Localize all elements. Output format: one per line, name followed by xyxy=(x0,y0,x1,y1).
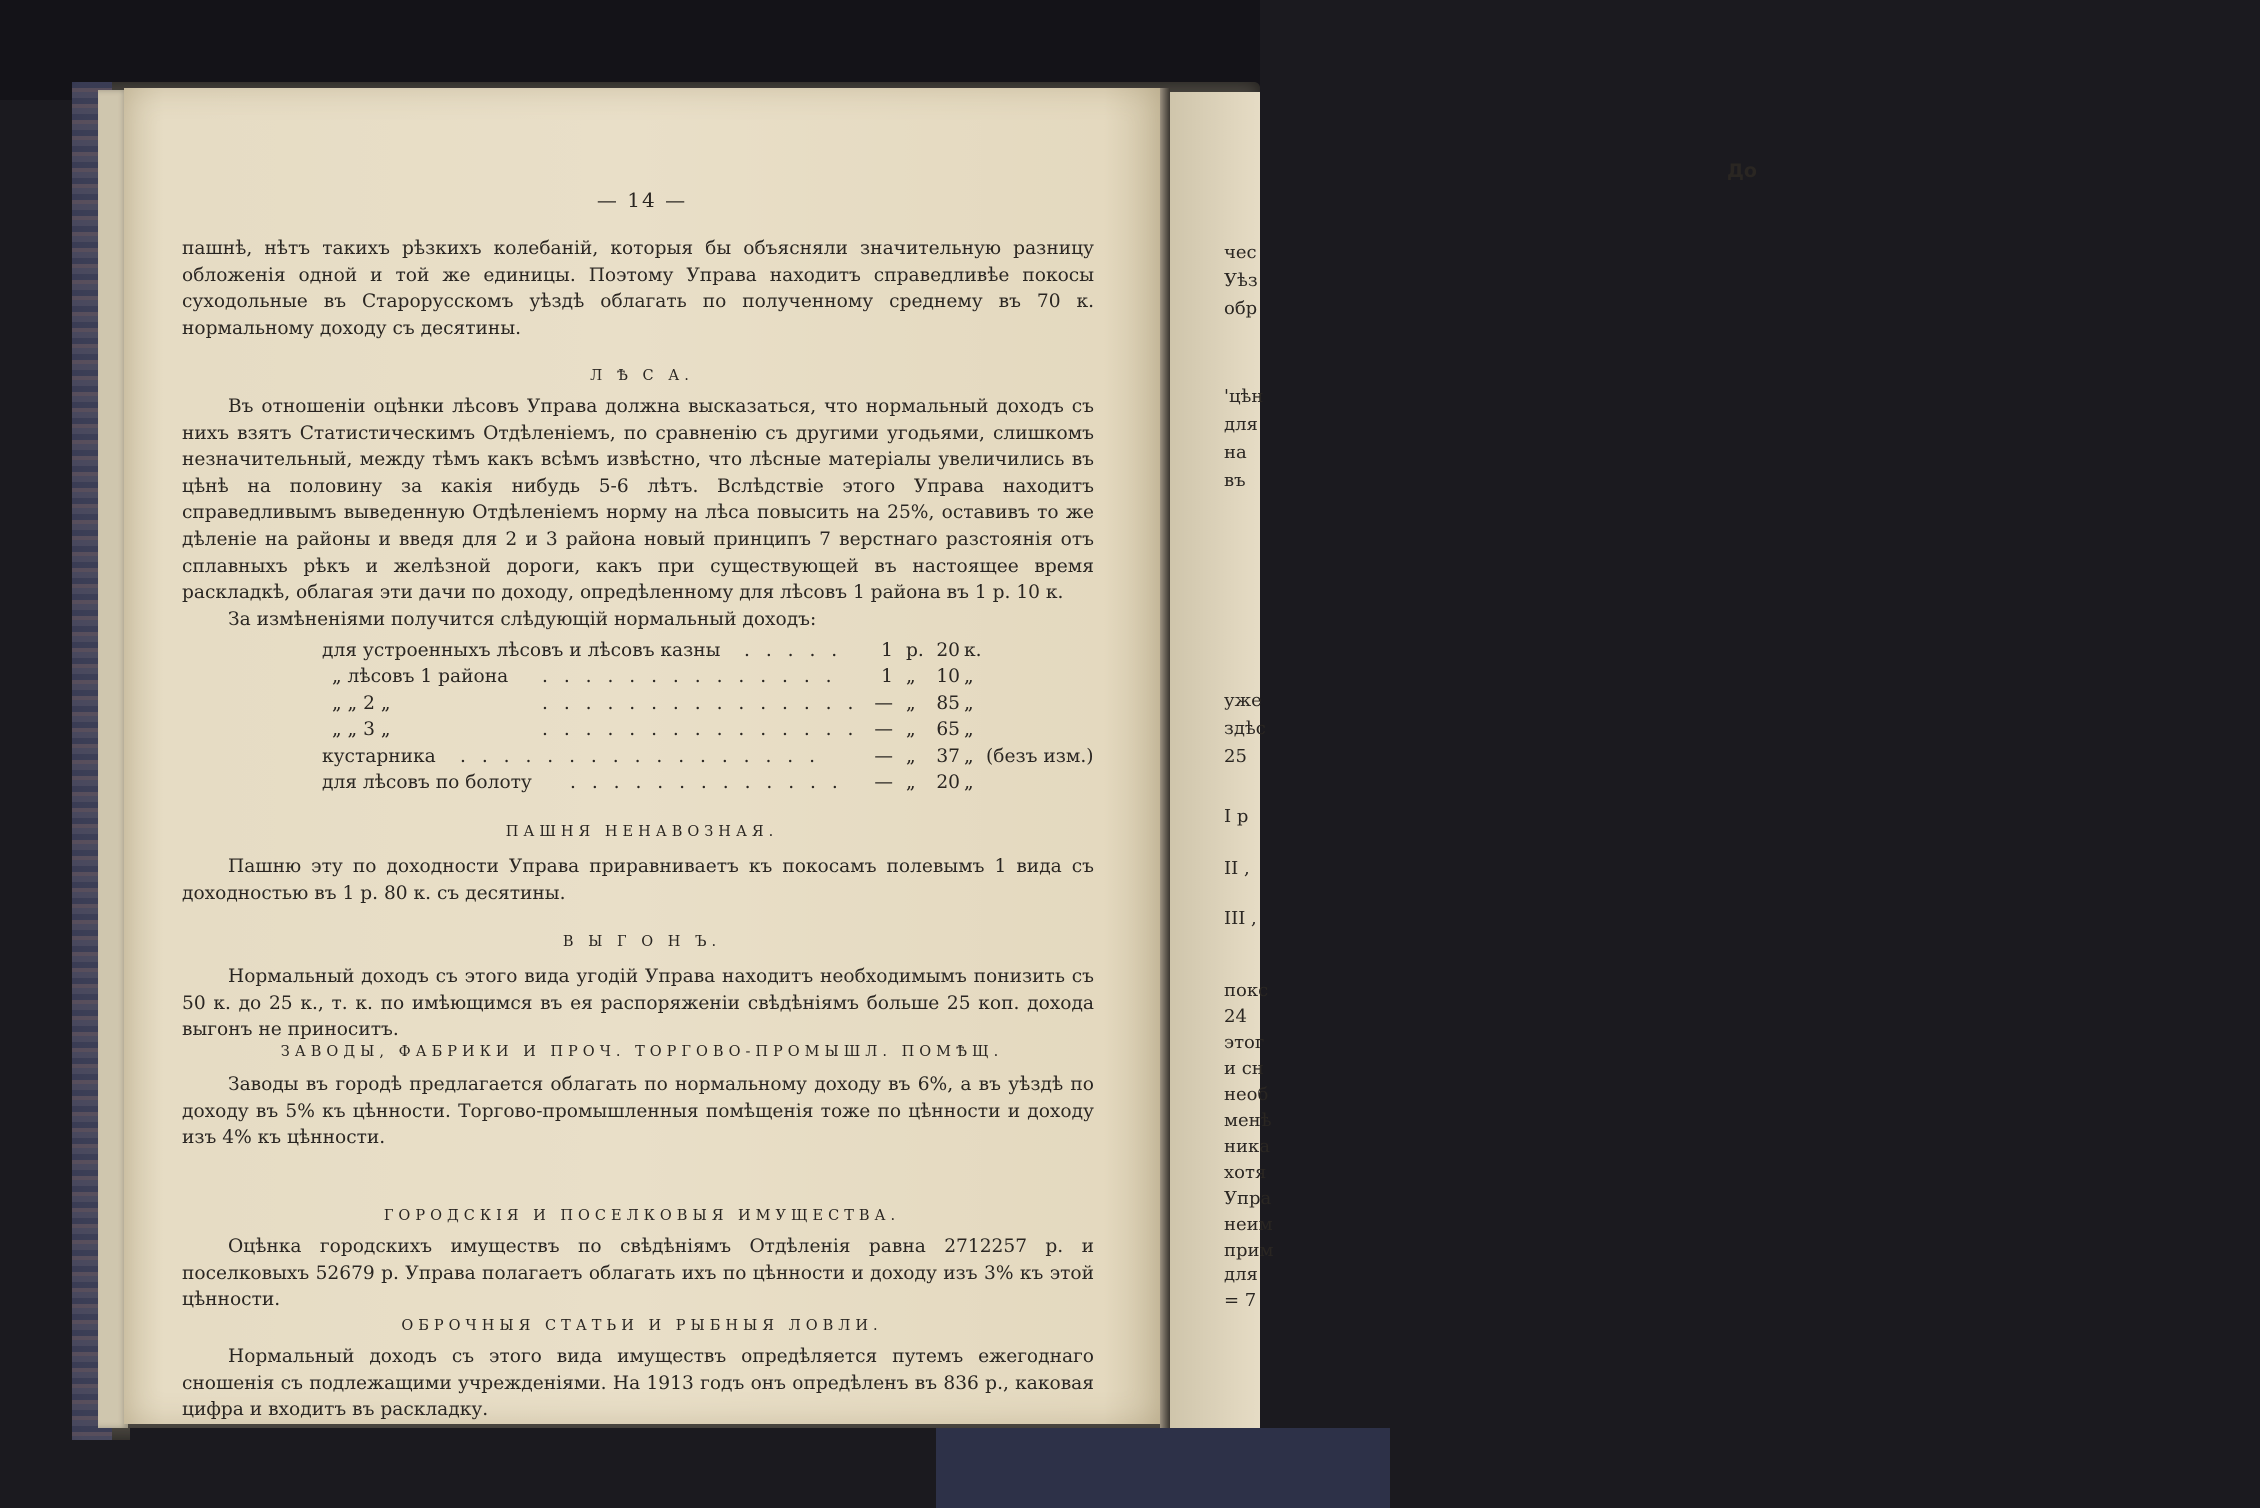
fragment-line: неим xyxy=(1224,1214,1273,1235)
pasture-paragraph: Нормальный доходъ съ этого вида угодій Управа находитъ необходимымъ понизить съ 50 к. до 25 к., т. к. по имѣющимся въ ея распоряженіи свѣдѣніямъ больше 25 коп. дохода выгонъ не приноситъ. xyxy=(182,966,1094,1041)
fragment-line: покс xyxy=(1224,980,1269,1001)
fragment-line: ІІ , xyxy=(1224,858,1250,879)
background-object xyxy=(936,1428,1390,1508)
book-page-14: — 14 — пашнѣ, нѣтъ такихъ рѣзкихъ колебаній, которыя бы объясняли значительную разницу обложенія одной и той же единицы. Поэтому Управа находитъ справедливѣе покосы суходольные въ Старорусскомъ уѣздѣ облагать по полученному среднему въ 70 к. нормальному доходу съ десятины. Л Ѣ С А. Въ отношеніи оцѣнки лѣсовъ Управа должна высказаться, что нормальный доходъ съ нихъ взятъ Статистическимъ Отдѣленіемъ, по сравненію съ другими угодьями, слишкомъ незначительный, между тѣмъ какъ всѣмъ извѣстно, что лѣсные матеріалы увеличились въ цѣнѣ на половину за какія нибудь 5-6 лѣтъ. Вслѣдствіе этого Управа находитъ справедливымъ выведенную Отдѣленіемъ норму на лѣса повысить на 25%, оставивъ то же дѣленіе на районы и введя для 2 и 3 района новый принципъ 7 верстнаго разстоянія отъ сплавныхъ рѣкъ и желѣзной дороги, какъ при существующей въ настоящее время раскладкѣ, облагая эти дачи по доходу, опредѣленному для лѣсовъ 1 района въ 1 р. 10 к. За измѣненіями получится слѣдующій нормальный доходъ: для устроенныхъ лѣсовъ и лѣсовъ казны . . . . . 1 р. 20 к. „ лѣсовъ 1 района . . . . . . . . . . . . . . 1 „ 10 „ „ „ 2 „ . . . . . . . . . . . . . . . — „ 85 „ „ „ 3 „ . . . . . . . . . . . . . . . — „ 65 „ кустарника . . . . . . . . . . . . . . . . . — „ 37 „ (безъ изм.) для лѣсовъ по болоту . . . . . . . . . . . . . — „ 20 „ ПАШНЯ НЕНАВОЗНАЯ. Пашню эту по доходности Управа приравниваетъ къ покосамъ полевымъ 1 вида съ доходностью въ 1 р. 80 к. съ десятины. В Ы Г О Н Ъ. Нормальный доходъ съ этого вида угодій Управа находитъ необходимымъ понизить съ 50 к. до 25 к., т. к. по имѣющимся въ ея распоряженіи свѣдѣніямъ больше 25 коп. дохода выгонъ не приноситъ. ЗАВОДЫ, ФАБРИКИ И ПРОЧ. ТОРГОВО-ПРОМЫШЛ. ПОМѢЩ. Заводы въ городѣ предлагается облагать по нормальному доходу въ 6%, а въ уѣздѣ по доходу въ 5% къ цѣнности. Торгово-промышленныя помѣщенія тоже по цѣнности и доходу изъ 4% къ цѣнности. ГОРОДСКІЯ И ПОСЕЛКОВЫЯ ИМУЩЕСТВА. Оцѣнка городскихъ имуществъ по свѣдѣніямъ Отдѣленія равна 2712257 р. и поселковыхъ 52679 р. Управа полагаетъ облагать ихъ по цѣнности и доходу изъ 3% къ этой цѣнности. ОБРОЧНЫЯ СТАТЬИ И РЫБНЫЯ ЛОВЛИ. Нормальный доходъ съ этого вида имуществъ опредѣляется путемъ ежегоднаго сношенія съ подлежащими учрежденіями. На 1913 годъ онъ опредѣленъ въ 836 р., каковая цифра и входитъ въ раскладку. xyxy=(124,88,1160,1424)
fragment-line: этог xyxy=(1224,1032,1265,1053)
fragment-line: 24 xyxy=(1224,1006,1247,1027)
fragment-line: для xyxy=(1224,1264,1258,1285)
book-gutter xyxy=(1160,88,1170,1428)
rentals-paragraph: Нормальный доходъ съ этого вида имуществъ опредѣляется путемъ ежегоднаго сношенія съ подлежащими учрежденіями. На 1913 годъ онъ опредѣленъ въ 836 р., каковая цифра и входитъ въ раскладку. xyxy=(182,1346,1094,1421)
fragment-line: чес xyxy=(1224,242,1257,263)
forests-paragraph: Въ отношеніи оцѣнки лѣсовъ Управа должна высказаться, что нормальный доходъ съ нихъ взятъ Статистическимъ Отдѣленіемъ, по сравненію съ другими угодьями, слишкомъ незначительный, между тѣмъ какъ всѣмъ извѣстно, что лѣсные матеріалы увеличились въ цѣнѣ на половину за какія нибудь 5-6 лѣтъ. Вслѣдствіе этого Управа находитъ справедливымъ выведенную Отдѣленіемъ норму на лѣса повысить на 25%, оставивъ то же дѣленіе на районы и введя для 2 и 3 района новый принципъ 7 верстнаго разстоянія отъ сплавныхъ рѣкъ и желѣзной дороги, какъ при существующей въ настоящее время раскладкѣ, облагая эти дачи по доходу, опредѣленному для лѣсовъ 1 района въ 1 р. 10 к. За измѣненіями получится слѣдующій нормальный доходъ: xyxy=(182,396,1094,630)
fragment-line: 'цѣн xyxy=(1224,386,1264,407)
fallow-heading: ПАШНЯ НЕНАВОЗНАЯ. xyxy=(505,824,779,840)
urban-property-heading: ГОРОДСКІЯ И ПОСЕЛКОВЫЯ ИМУЩЕСТВА. xyxy=(383,1208,901,1224)
urban-property-paragraph: Оцѣнка городскихъ имуществъ по свѣдѣніямъ Отдѣленія равна 2712257 р. и поселковыхъ 52679 р. Управа полагаетъ облагать ихъ по цѣнности и доходу изъ 3% къ этой цѣнности. xyxy=(182,1236,1094,1311)
fragment-line: хотя xyxy=(1224,1162,1267,1183)
fragment-line: прим xyxy=(1224,1240,1274,1261)
fragment-line: менѣ xyxy=(1224,1110,1272,1131)
fragment-line: необ xyxy=(1224,1084,1269,1105)
fragment-line: Уѣз xyxy=(1224,270,1258,291)
rentals-heading: ОБРОЧНЫЯ СТАТЬИ И РЫБНЫЯ ЛОВЛИ. xyxy=(401,1318,883,1334)
fragment-line: для xyxy=(1224,414,1258,435)
fragment-line: и сн xyxy=(1224,1058,1264,1079)
intro-paragraph: пашнѣ, нѣтъ такихъ рѣзкихъ колебаній, которыя бы объясняли значительную разницу обложенія одной и той же единицы. Поэтому Управа находитъ справедливѣе покосы суходольные въ Старорусскомъ уѣздѣ облагать по полученному среднему въ 70 к. нормальному доходу съ десятины. xyxy=(182,238,1094,339)
fragment-line: ника xyxy=(1224,1136,1270,1157)
fragment-line: уже xyxy=(1224,690,1262,711)
adjacent-page-fragment xyxy=(1170,92,1757,1428)
fragment-line: = 7 xyxy=(1224,1290,1257,1311)
fragment-line: обр xyxy=(1224,298,1258,319)
fragment-line: І р xyxy=(1224,806,1249,827)
factories-paragraph: Заводы въ городѣ предлагается облагать по нормальному доходу въ 6%, а въ уѣздѣ по доходу въ 5% къ цѣнности. Торгово-промышленныя помѣщенія тоже по цѣнности и доходу изъ 4% къ цѣнности. xyxy=(182,1074,1094,1149)
fragment-line: на xyxy=(1224,442,1247,463)
page-number: — 14 — xyxy=(596,188,688,212)
fragment-heading: До xyxy=(1727,160,1757,182)
fragment-line: здѣс xyxy=(1224,718,1266,739)
fragment-line: ІІІ , xyxy=(1224,908,1257,929)
fragment-line: Упра xyxy=(1224,1188,1272,1209)
forests-heading: Л Ѣ С А. xyxy=(590,368,694,384)
fragment-line: 25 xyxy=(1224,746,1247,767)
fragment-line: въ xyxy=(1224,470,1246,491)
pasture-heading: В Ы Г О Н Ъ. xyxy=(562,934,722,950)
factories-heading: ЗАВОДЫ, ФАБРИКИ И ПРОЧ. ТОРГОВО-ПРОМЫШЛ. ПОМѢЩ. xyxy=(280,1044,1004,1060)
fallow-paragraph: Пашню эту по доходности Управа приравниваетъ къ покосамъ полевымъ 1 вида съ доходностью въ 1 р. 80 к. съ десятины. xyxy=(182,856,1094,904)
background-bottom xyxy=(130,1428,1260,1508)
